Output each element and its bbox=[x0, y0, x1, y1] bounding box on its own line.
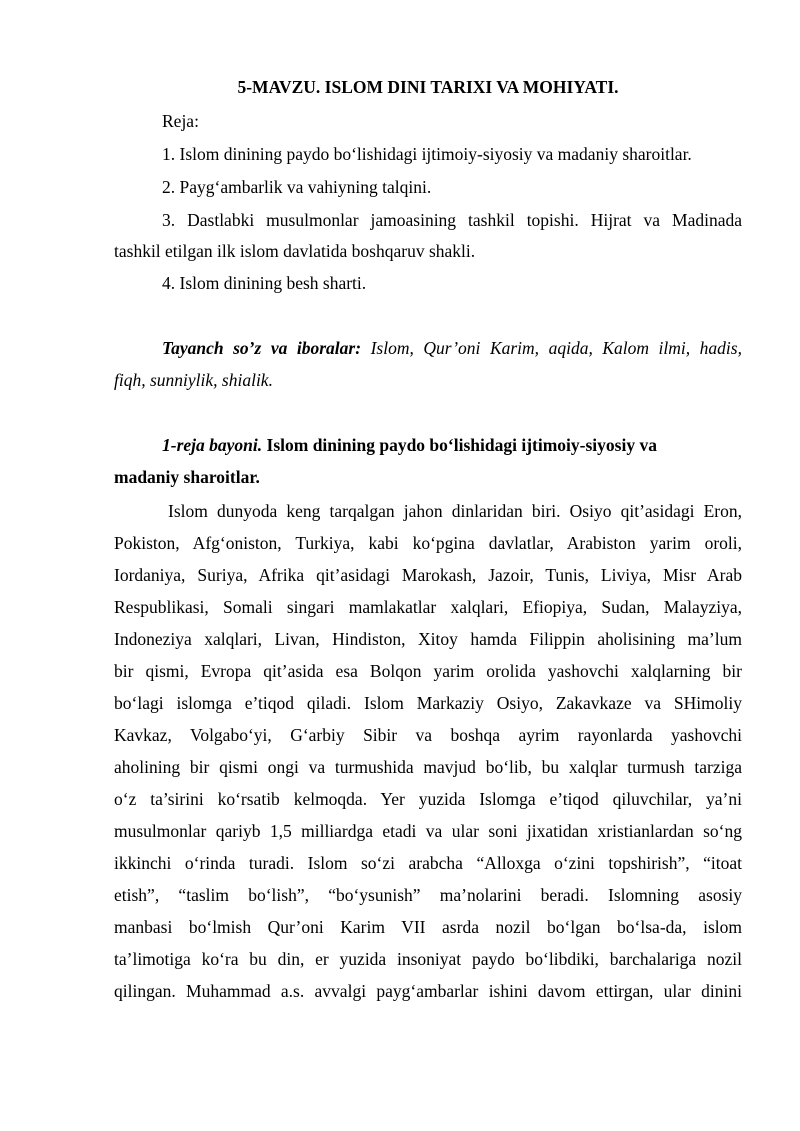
plan-item-3-line-2: tashkil etilgan ilk islom davlatida boshqaruv shakli. bbox=[114, 241, 476, 261]
plan-item-4: 4. Islom dinining besh sharti. bbox=[162, 273, 367, 293]
body-line: o‘z ta’sirini ko‘rsatib kelmoqda. Yer yuzida Islomga e’tiqod qiluvchilar, ya’ni bbox=[114, 789, 742, 809]
body-line: Pokiston, Afg‘oniston, Turkiya, kabi ko‘pgina davlatlar, Arabiston yarim oroli, bbox=[114, 533, 742, 553]
body-line: manbasi bo‘lmish Qur’oni Karim VII asrda nozil bo‘lgan bo‘lsa-da, islom bbox=[114, 917, 742, 937]
body-line: Indoneziya xalqlari, Livan, Hindiston, Xitoy hamda Filippin aholisining ma’lum bbox=[114, 629, 742, 649]
body-line: aholining bir qismi ongi va turmushida mavjud bo‘lib, bu xalqlar turmush tarziga bbox=[114, 757, 742, 777]
section-heading-line-1 bbox=[162, 435, 657, 455]
keywords-line-1 bbox=[162, 338, 742, 358]
body-line: Respublikasi, Somali singari mamlakatlar xalqlari, Efiopiya, Sudan, Malayziya, bbox=[114, 597, 742, 617]
body-line: etish”, “taslim bo‘lish”, “bo‘ysunish” ma’nolarini beradi. Islomning asosiy bbox=[114, 885, 742, 905]
keywords-label: Tayanch so’z va iboralar: bbox=[162, 338, 362, 358]
plan-item-2: 2. Payg‘ambarlik va vahiyning talqini. bbox=[162, 177, 432, 197]
plan-item-3-line-1: 3. Dastlabki musulmonlar jamoasining tashkil topishi. Hijrat va Madinada bbox=[162, 210, 742, 230]
section-heading-text: Islom dinining paydo bo‘lishidagi ijtimoiy-siyosiy va bbox=[262, 435, 657, 455]
keywords-line-2: fiqh, sunniylik, shialik. bbox=[114, 370, 273, 390]
body-line: Kavkaz, Volgabo‘yi, G‘arbiy Sibir va boshqa ayrim rayonlarda yashovchi bbox=[114, 725, 742, 745]
body-line: musulmonlar qariyb 1,5 milliardga etadi va ular soni jixatidan xristianlardan so‘ng bbox=[114, 821, 742, 841]
keywords-list-start: Islom, Qur’oni Karim, aqida, Kalom ilmi, hadis, bbox=[361, 338, 742, 358]
section-label: 1-reja bayoni. bbox=[162, 435, 263, 455]
section-heading-line-2: madaniy sharoitlar. bbox=[114, 467, 260, 487]
body-line: ikkinchi o‘rinda turadi. Islom so‘zi arabcha “Alloxga o‘zini topshirish”, “itoat bbox=[114, 853, 742, 873]
body-line: qilingan. Muhammad a.s. avvalgi payg‘ambarlar ishini davom ettirgan, ular dinini bbox=[114, 981, 742, 1001]
body-line: ta’limotiga ko‘ra bu din, er yuzida insoniyat paydo bo‘libdiki, barchalariga nozil bbox=[114, 949, 742, 969]
reja-label: Reja: bbox=[162, 111, 199, 131]
body-line: Iordaniya, Suriya, Afrika qit’asidagi Marokash, Jazoir, Tunis, Liviya, Misr Arab bbox=[114, 565, 742, 585]
body-line: Islom dunyoda keng tarqalgan jahon dinlaridan biri. Osiyo qit’asidagi Eron, bbox=[168, 501, 742, 521]
body-line: bir qismi, Evropa qit’asida esa Bolqon yarim orolida yashovchi xalqlarning bir bbox=[114, 661, 742, 681]
document-title: 5-MAVZU. ISLOM DINI TARIXI VA MOHIYATI. bbox=[237, 77, 619, 97]
body-line: bo‘lagi islomga e’tiqod qiladi. Islom Markaziy Osiyo, Zakavkaze va SHimoliy bbox=[114, 693, 742, 713]
plan-item-1: 1. Islom dinining paydo bo‘lishidagi ijtimoiy-siyosiy va madaniy sharoitlar. bbox=[162, 144, 692, 164]
